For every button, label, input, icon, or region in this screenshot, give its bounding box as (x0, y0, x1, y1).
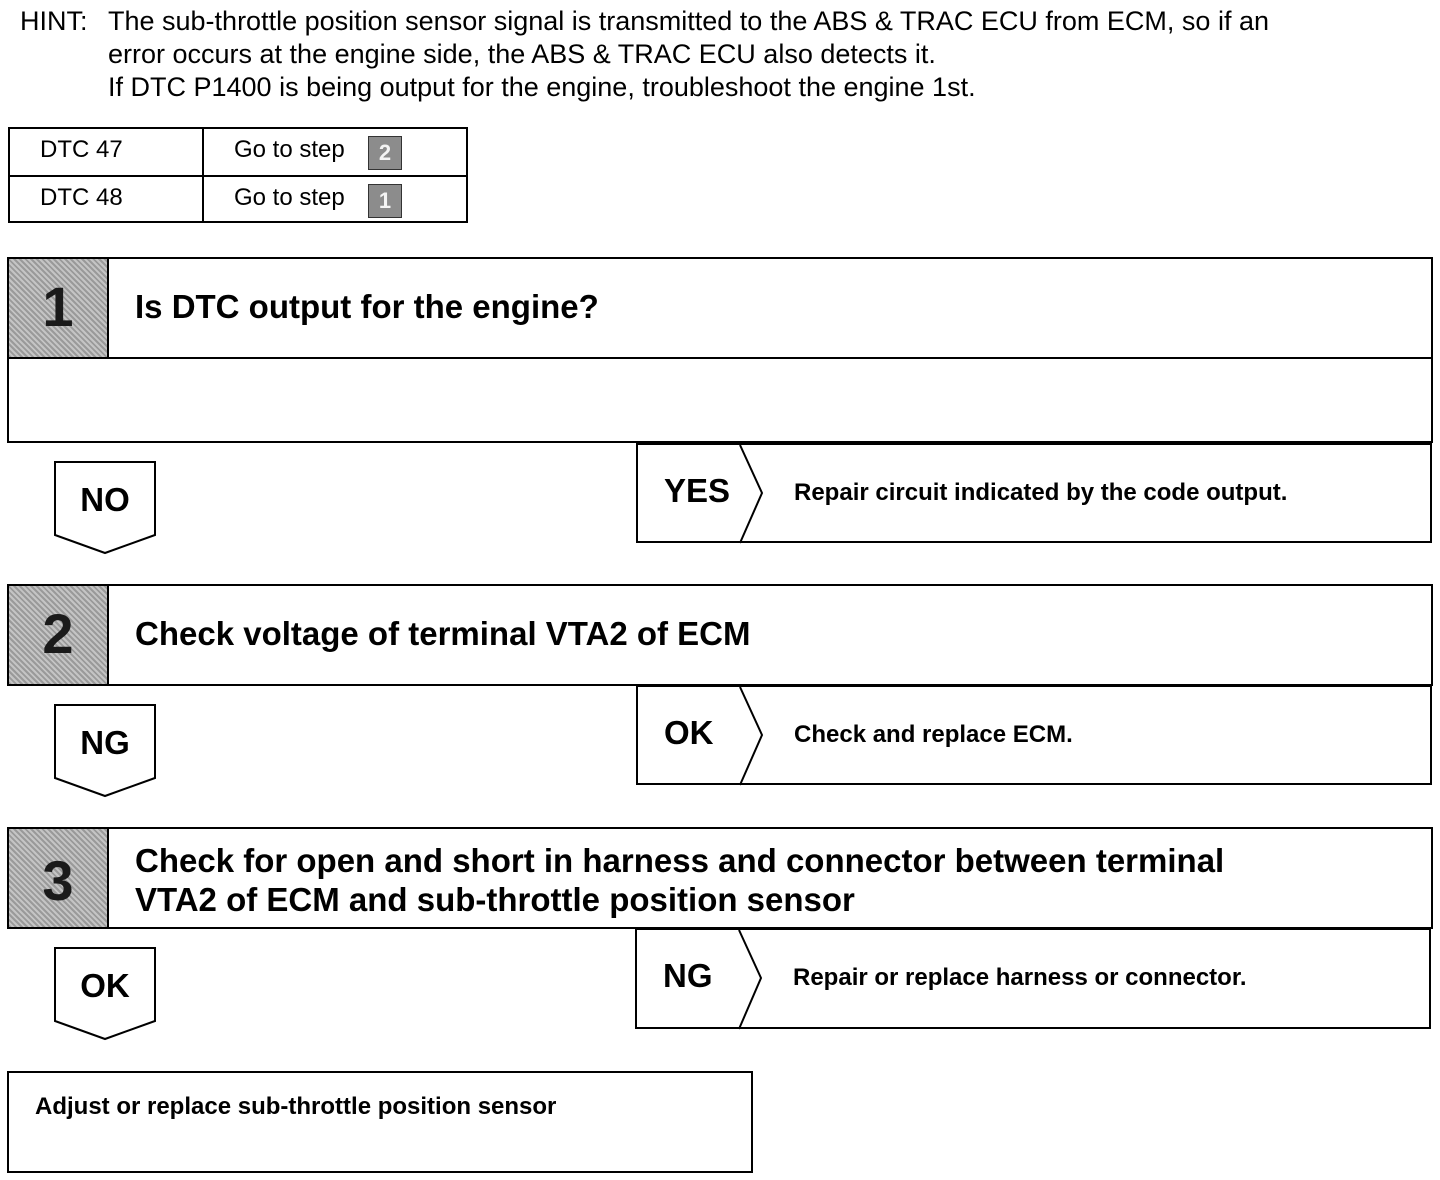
hint-line: If DTC P1400 is being output for the engine, troubleshoot the engine 1st. (108, 72, 976, 102)
step-title-line: Check for open and short in harness and connector between terminal (135, 842, 1225, 879)
step-title: Check voltage of terminal VTA2 of ECM (135, 615, 751, 652)
down-arrow-label: OK (80, 967, 130, 1004)
hint-text (108, 5, 1438, 104)
step-reference: 1 (368, 184, 402, 218)
step-title-line: VTA2 of ECM and sub-throttle position sensor (135, 881, 855, 918)
step-number: 3 (9, 829, 109, 927)
final-action-box (7, 1071, 753, 1173)
dtc-action: Go to step (234, 136, 345, 163)
result-label: YES (664, 472, 731, 509)
result-text: Repair circuit indicated by the code output. (794, 479, 1288, 506)
result-text: Repair or replace harness or connector. (793, 964, 1247, 991)
result-box-ok (636, 685, 1432, 785)
step-3-box (7, 827, 1433, 929)
column-divider (202, 129, 204, 175)
result-box-ng (635, 928, 1431, 1029)
down-arrow-ng (54, 704, 158, 798)
result-label: OK (664, 714, 714, 751)
step-number: 1 (9, 259, 109, 357)
down-arrow-label: NO (80, 481, 130, 518)
dtc-row (10, 129, 466, 177)
result-box-yes (636, 443, 1432, 543)
result-label: NG (663, 957, 713, 994)
step-title: Is DTC output for the engine? (135, 288, 599, 325)
step-number: 2 (9, 586, 109, 684)
step-reference: 2 (368, 136, 402, 170)
step-2-box (7, 584, 1433, 686)
down-arrow-no (54, 461, 158, 555)
step-title (135, 841, 1224, 919)
hint-line: The sub-throttle position sensor signal is transmitted to the ABS & TRAC ECU from ECM, so if an (108, 6, 1269, 36)
dtc-code: DTC 47 (40, 136, 123, 163)
dtc-action: Go to step (234, 184, 345, 211)
hint-line: error occurs at the engine side, the ABS & TRAC ECU also detects it. (108, 39, 936, 69)
final-action-text: Adjust or replace sub-throttle position sensor (35, 1093, 557, 1120)
down-arrow-ok (54, 947, 158, 1041)
dtc-table (8, 127, 468, 223)
dtc-code: DTC 48 (40, 184, 123, 211)
dtc-row (10, 177, 466, 223)
result-text: Check and replace ECM. (794, 721, 1073, 748)
down-arrow-label: NG (80, 724, 130, 761)
hint-label: HINT: (20, 6, 88, 36)
divider (9, 357, 1431, 359)
step-1-box (7, 257, 1433, 443)
column-divider (202, 177, 204, 223)
